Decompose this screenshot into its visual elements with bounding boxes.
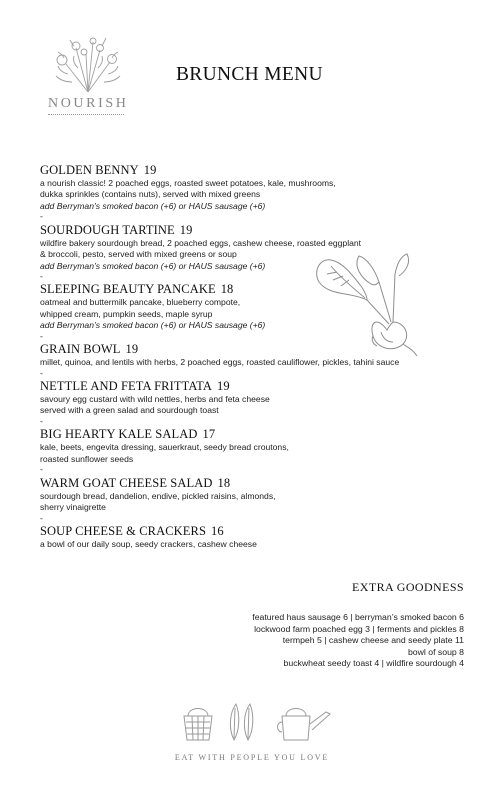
item-name: BIG HEARTY KALE SALAD 17 [40, 427, 216, 442]
item-addon: add Berryman’s smoked bacon (+6) or HAUS sausage (+6) [40, 320, 266, 331]
extras-line: bowl of soup 8 [407, 646, 464, 657]
item-description: sourdough bread, dandelion, endive, pickled raisins, almonds, sherry vinaigrette [40, 490, 276, 513]
menu-item [40, 427, 480, 465]
item-description: kale, beets, engevita dressing, sauerkraut, seedy bread croutons, roasted sunflower seeds [40, 442, 289, 464]
extras-line: lockwood farm poached egg 3 | ferments and pickles 8 [254, 623, 464, 634]
item-name: GRAIN BOWL 19 [40, 342, 139, 357]
separator: - [40, 367, 43, 378]
item-price: 16 [211, 524, 224, 538]
item-price: 18 [220, 282, 234, 297]
item-addon: add Berryman’s smoked bacon (+6) or HAUS sausage (+6) [40, 260, 266, 271]
separator: - [40, 211, 43, 222]
herb-bouquet-icon [48, 34, 128, 92]
menu-item [40, 524, 480, 550]
beet-illustration-icon [307, 252, 419, 362]
item-description: millet, quinoa, and lentils with herbs, 2 poached eggs, roasted cauliflower, pickles, tahini sauce [40, 357, 400, 368]
menu-item [40, 476, 480, 514]
item-name: GOLDEN BENNY 19 [40, 163, 157, 177]
logo-name: NOURISH [48, 96, 129, 111]
item-description: wildfire bakery sourdough bread, 2 poached eggs, cashew cheese, roasted eggplant & broccoli, pesto, served with mixed greens or soup [40, 237, 362, 260]
extras-line: termpeh 5 | cashew cheese and seedy plate 11 [282, 635, 464, 646]
extras-title: EXTRA GOODNESS [352, 580, 464, 594]
extras-line: featured haus sausage 6 | berryman’s smoked bacon 6 [252, 612, 464, 622]
item-price: 17 [202, 427, 216, 442]
item-name: SOUP CHEESE & CRACKERS 16 [40, 524, 224, 538]
leaves-icon [226, 702, 260, 742]
item-name: WARM GOAT CHEESE SALAD 18 [40, 475, 231, 490]
item-description: oatmeal and buttermilk pancake, blueberry compote, whipped cream, pumpkin seeds, maple syrup [40, 297, 241, 319]
item-price: 19 [125, 342, 139, 357]
extras-line: buckwheat seedy toast 4 | wildfire sourdough 4 [283, 658, 464, 669]
footer-tagline: EAT WITH PEOPLE YOU LOVE [174, 753, 330, 762]
logo [44, 34, 134, 132]
item-price: 19 [143, 163, 157, 177]
item-addon: add Berryman’s smoked bacon (+6) or HAUS sausage (+6) [40, 200, 266, 211]
item-price: 19 [179, 222, 193, 237]
basket-icon [180, 702, 216, 742]
separator: - [40, 330, 43, 341]
separator: - [40, 415, 43, 426]
item-name: SLEEPING BEAUTY PANCAKE 18 [40, 282, 234, 297]
logo-divider [48, 114, 124, 115]
item-price: 18 [217, 475, 231, 490]
separator: - [40, 270, 43, 281]
item-price: 19 [216, 379, 230, 394]
separator: - [40, 512, 43, 523]
item-name: NETTLE AND FETA FRITTATA 19 [40, 379, 230, 394]
separator: - [40, 464, 43, 475]
extras-list [252, 612, 464, 670]
watering-can-icon [272, 702, 332, 742]
menu-item [40, 163, 480, 212]
item-description: a nourish classic! 2 poached eggs, roasted sweet potatoes, kale, mushrooms, dukka sprinkles (contains nuts), served with mixed greens [40, 178, 336, 200]
item-description: a bowl of our daily soup, seedy crackers, cashew cheese [40, 539, 257, 549]
page-title: BRUNCH MENU [176, 64, 323, 85]
menu-item [40, 379, 480, 417]
item-name: SOURDOUGH TARTINE 19 [40, 222, 193, 237]
item-description: savoury egg custard with wild nettles, herbs and feta cheese served with a green salad and sourdough toast [40, 394, 270, 416]
